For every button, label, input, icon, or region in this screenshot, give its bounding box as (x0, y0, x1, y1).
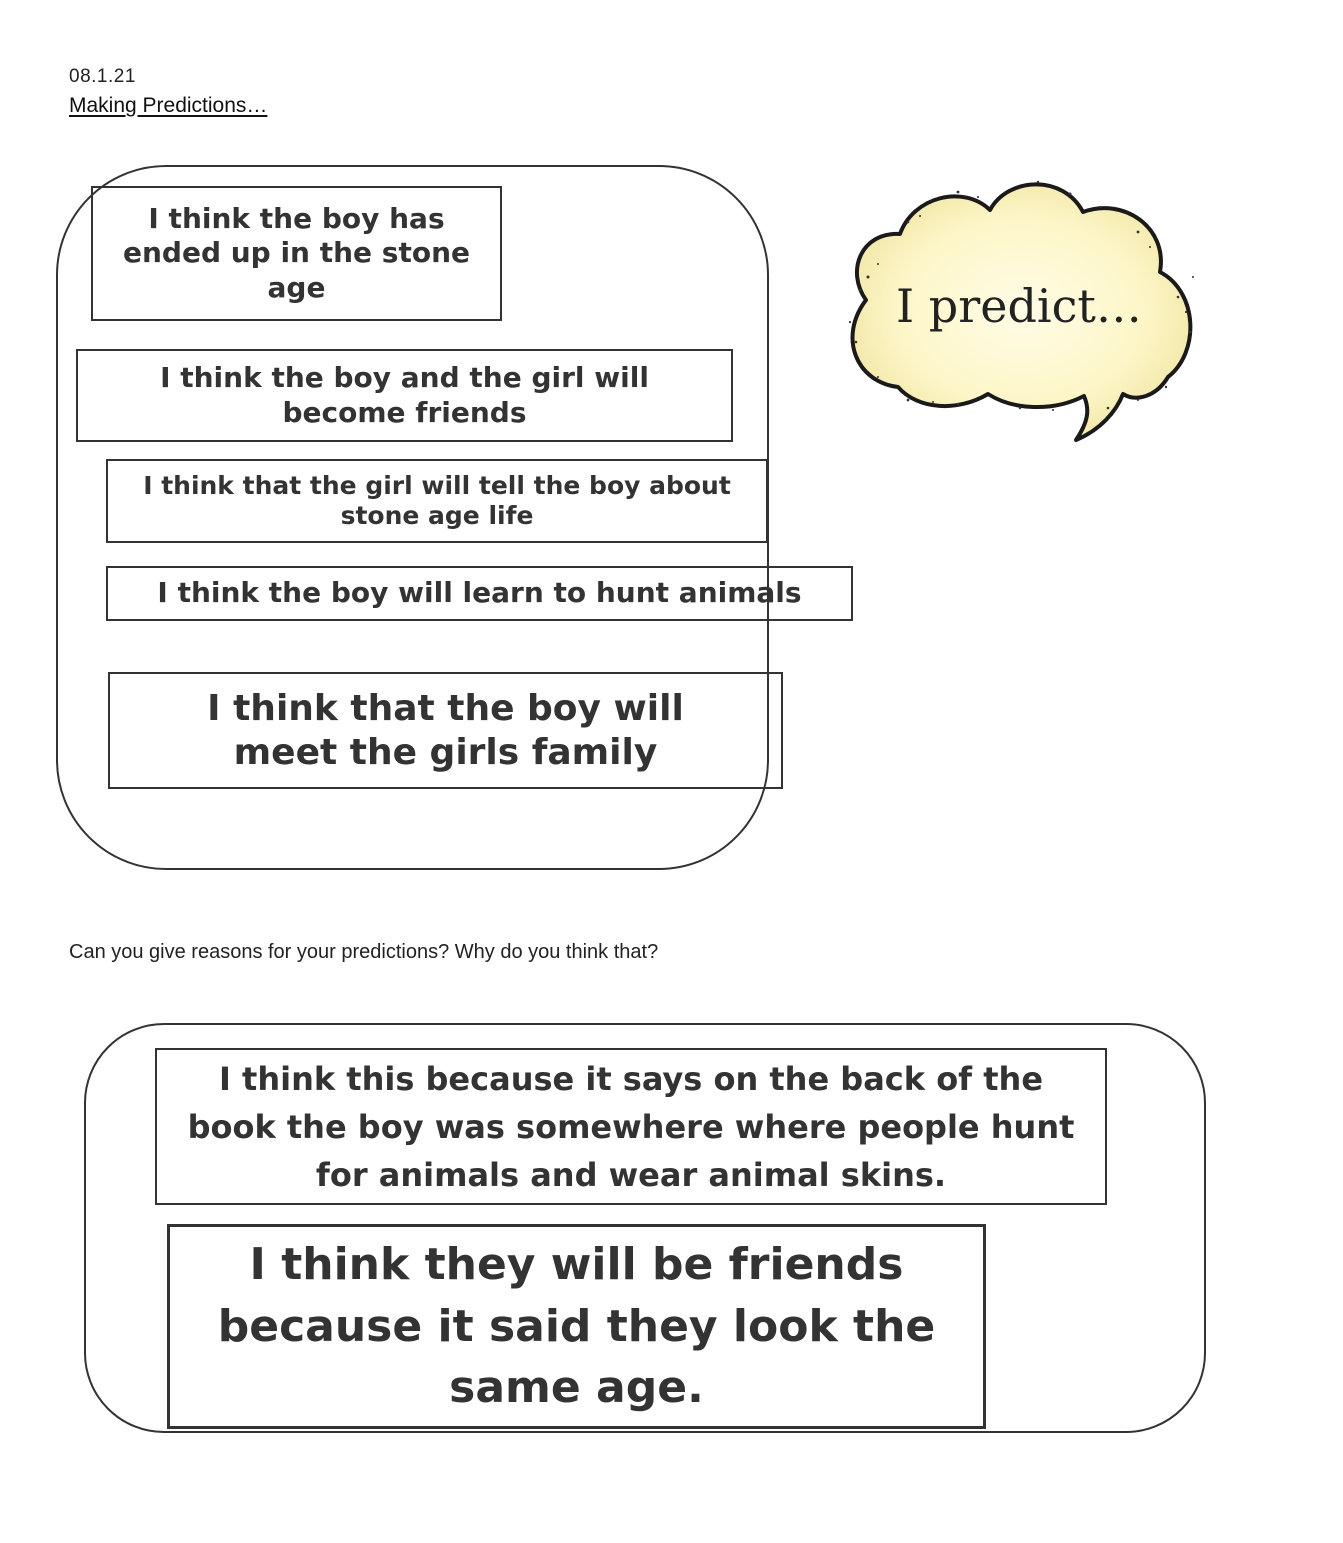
reason-card-1: I think this because it says on the back of the book the boy was somewhere where people hunt for animals and wear animal skins. (155, 1048, 1107, 1205)
worksheet-date: 08.1.21 (69, 66, 136, 87)
thought-cloud-icon (838, 172, 1204, 452)
prediction-card-2: I think the boy and the girl will become friends (76, 349, 733, 442)
reasons-question: Can you give reasons for your predictions? Why do you think that? (69, 941, 659, 963)
prediction-card-4: I think the boy will learn to hunt animals (106, 566, 853, 621)
cloud-label: I predict… (896, 279, 1142, 333)
prediction-card-1: I think the boy has ended up in the stone age (91, 186, 502, 321)
worksheet-title: Making Predictions… (69, 94, 268, 117)
reason-card-2: I think they will be friends because it said they look the same age. (167, 1224, 986, 1429)
prediction-card-3: I think that the girl will tell the boy about stone age life (106, 459, 768, 543)
prediction-card-5: I think that the boy will meet the girls family (108, 672, 783, 789)
